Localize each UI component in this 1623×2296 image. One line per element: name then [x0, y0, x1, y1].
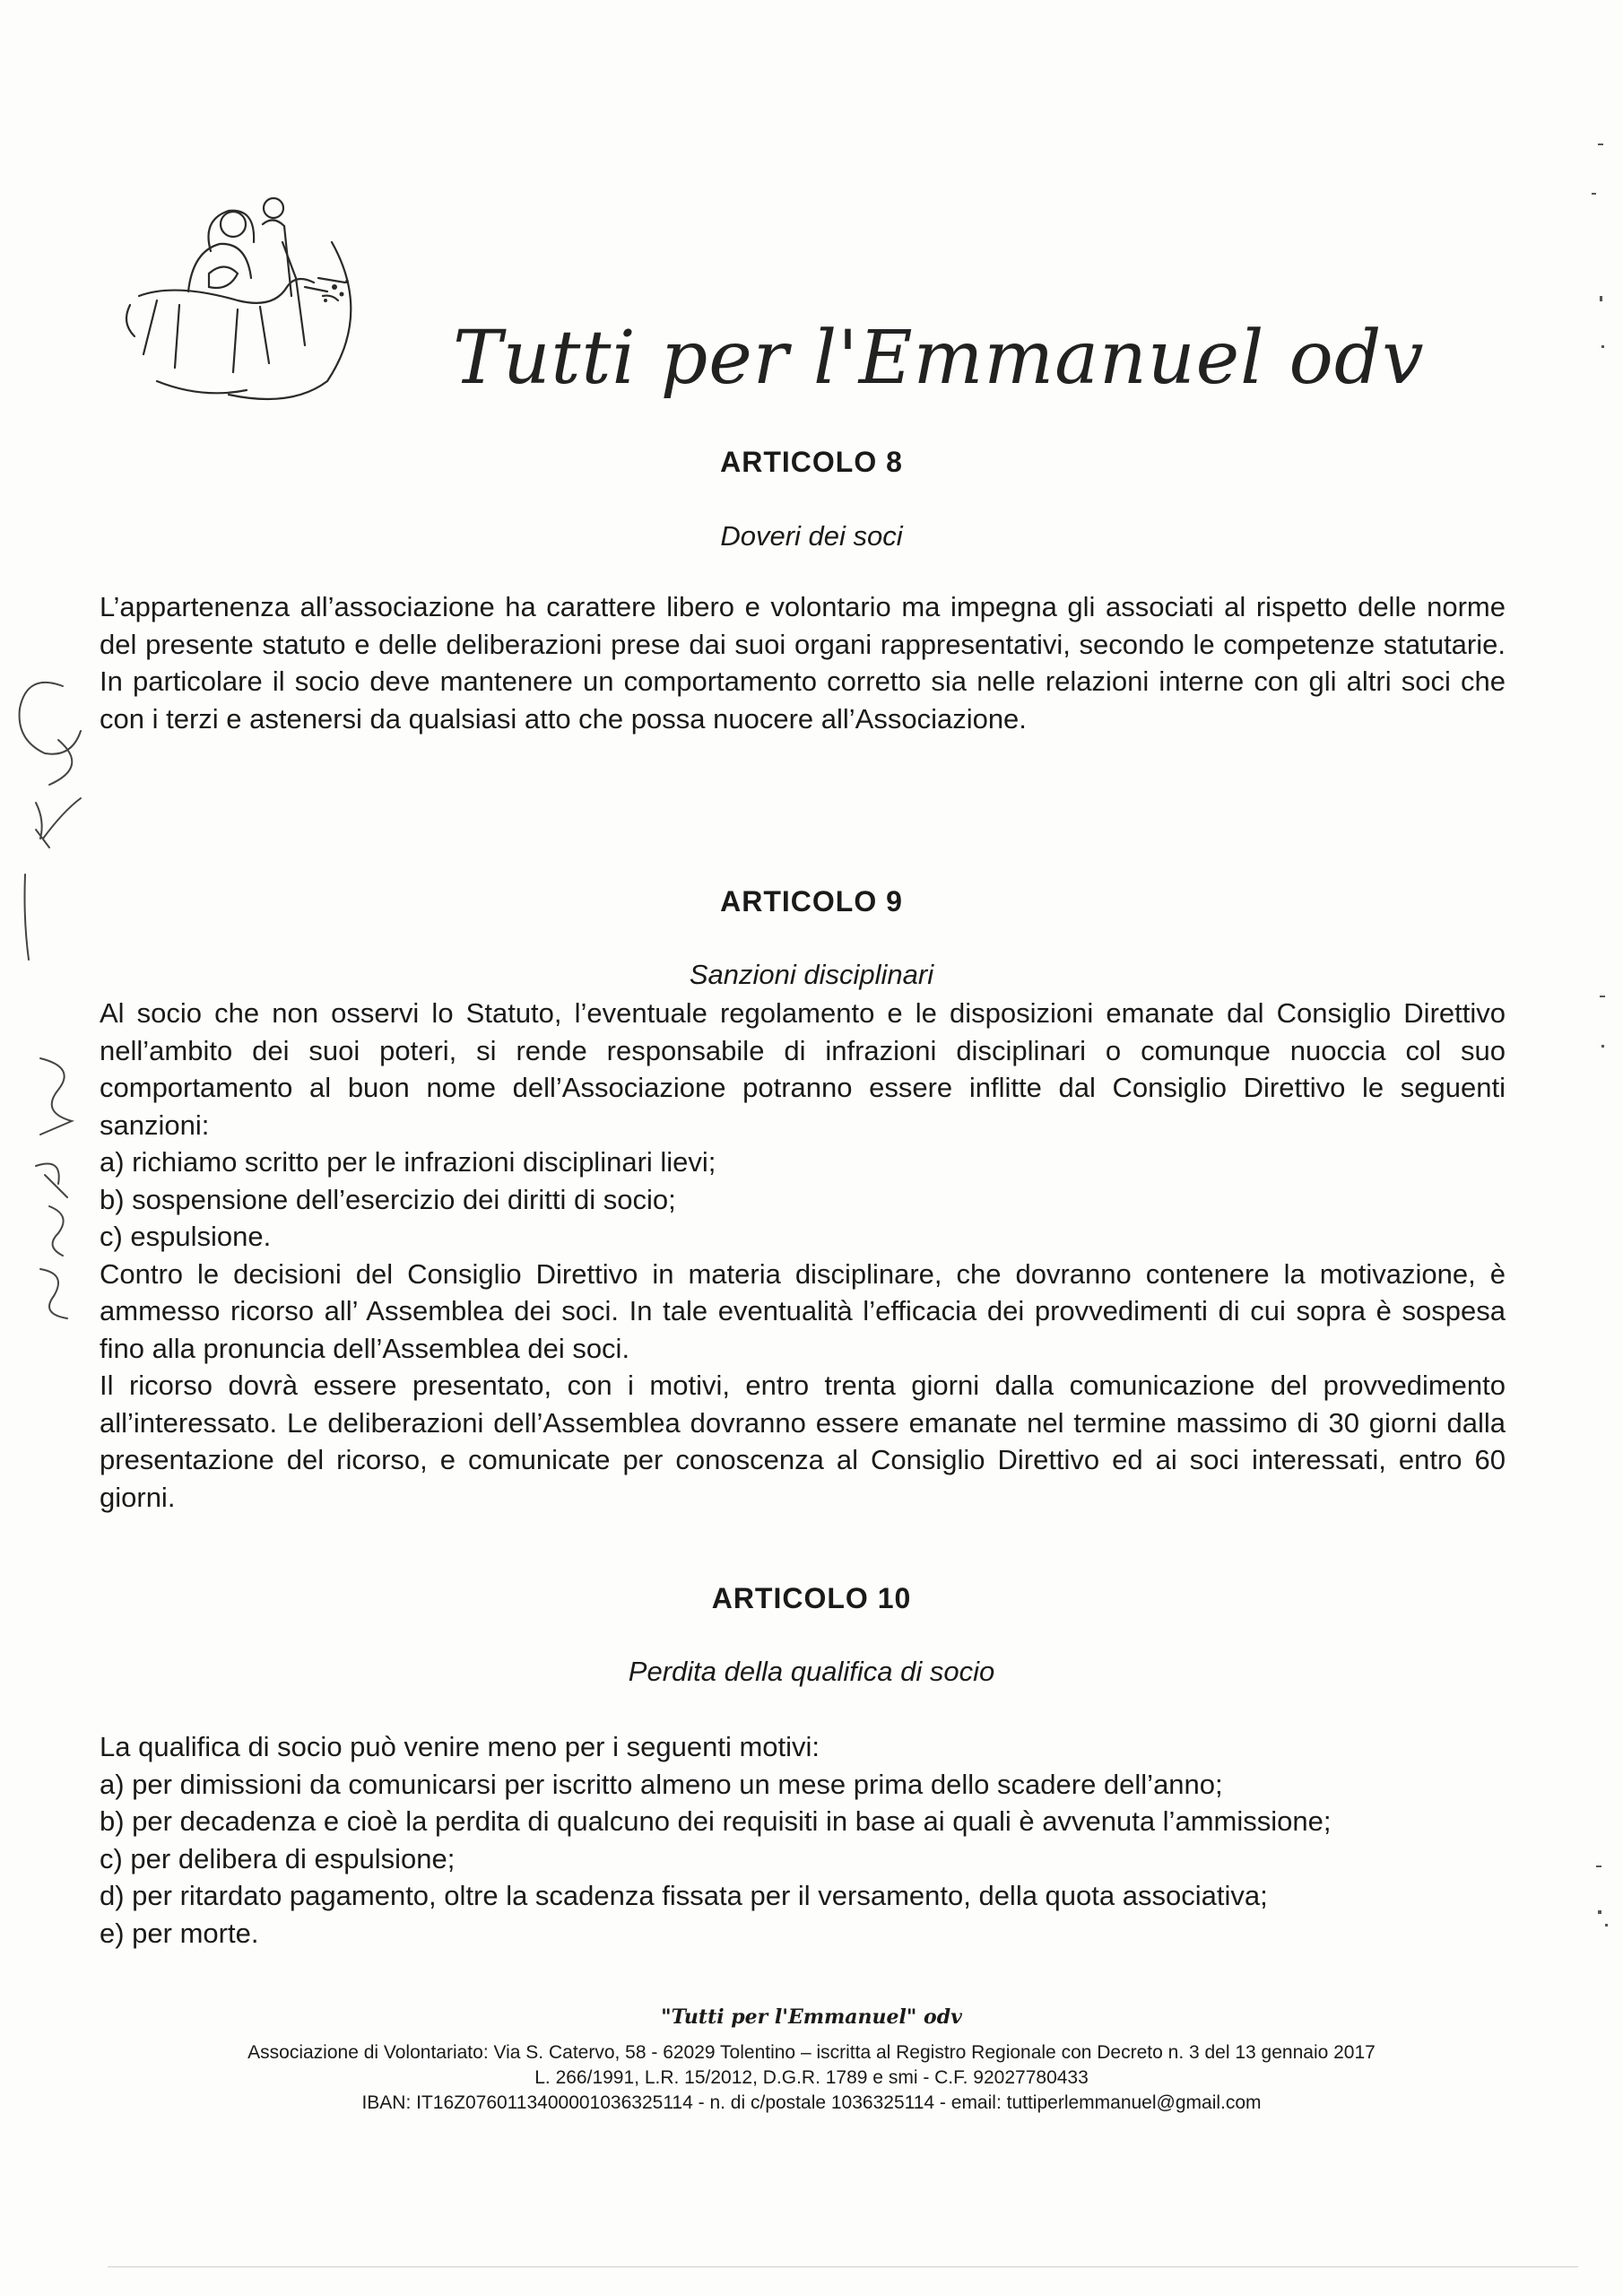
- article-10-subtitle: Perdita della qualifica di socio: [628, 1656, 995, 1687]
- footer-line-2: L. 266/1991, L.R. 15/2012, D.G.R. 1789 e smi - C.F. 92027780433: [534, 2067, 1089, 2088]
- scan-speck: [1598, 1910, 1601, 1914]
- scan-speck: [1600, 296, 1602, 301]
- scan-edge-line: [108, 2266, 1578, 2267]
- scan-speck: [1601, 1045, 1604, 1048]
- scan-speck: [1592, 193, 1596, 195]
- article-9-subtitle: Sanzioni disciplinari: [689, 959, 934, 990]
- list-item: e) per morte.: [100, 1917, 259, 1949]
- handwritten-initials-mark: [9, 668, 99, 964]
- list-item: d) per ritardato pagamento, oltre la scadenza fissata per il versamento, della quota associativa;: [100, 1880, 1268, 1911]
- scan-speck: [1596, 1866, 1601, 1867]
- handwritten-signature-mark: [22, 1049, 94, 1327]
- paragraph: Al socio che non osservi lo Statuto, l’eventuale regolamento e le disposizioni emanate dal Consiglio Direttivo nell’ambito dei suoi poteri, si rende responsabile di infrazioni disciplinari o comunque nuoccia col suo comportamento al buon nome dell’Associazione potranno essere inflitte dal Consiglio Direttivo le seguenti sanzioni:: [100, 997, 1506, 1141]
- scan-speck: [1598, 144, 1603, 145]
- list-item: b) per decadenza e cioè la perdita di qualcuno dei requisiti in base ai quali è avvenuta l’ammissione;: [100, 1805, 1332, 1837]
- footer-line-3: IBAN: IT16Z0760113400001036325114 - n. di c/postale 1036325114 - email: tuttiperlemmanuel@gmail.com: [361, 2092, 1262, 2113]
- scan-speck: [1600, 996, 1605, 997]
- article-8-subtitle: Doveri dei soci: [720, 520, 903, 552]
- scan-speck: [1605, 1924, 1608, 1926]
- paragraph: Contro le decisioni del Consiglio Direttivo in materia disciplinare, che dovranno contenere la motivazione, è ammesso ricorso all’ Assemblea dei soci. In tale eventualità l’efficacia dei provvedimenti di cui sopra è sospesa fino alla pronuncia dell’Assemblea dei soci.: [100, 1257, 1506, 1364]
- article-10-body: [100, 1728, 1506, 1952]
- article-10-title: ARTICOLO 10: [711, 1582, 912, 1614]
- list-item: c) espulsione.: [100, 1221, 272, 1252]
- paragraph: Il ricorso dovrà essere presentato, con i motivi, entro trenta giorni dalla comunicazione del provvedimento all’interessato. Le deliberazioni dell’Assemblea dovranno essere emanate nel termine massimo di 30 giorni dalla presentazione del ricorso, e comunicate per conoscenza al Consiglio Direttivo ed ai soci interessati, entro 60 giorni.: [100, 1370, 1506, 1513]
- paragraph: L’appartenenza all’associazione ha carattere libero e volontario ma impegna gli associati al rispetto delle norme del presente statuto e delle deliberazioni prese dai suoi organi rappresentativi, secondo le competenze statutarie. In particolare il socio deve mantenere un comportamento corretto sia nelle relazioni interne con gli altri soci che con i terzi e astenersi da qualsiasi atto che possa nuocere all’Associazione.: [100, 591, 1506, 735]
- article-8-body: [100, 588, 1506, 737]
- article-8-title: ARTICOLO 8: [720, 446, 903, 478]
- holy-family-logo: [103, 188, 363, 413]
- list-item: c) per delibera di espulsione;: [100, 1842, 456, 1874]
- sanctions-list: [100, 1144, 1506, 1256]
- article-9-title: ARTICOLO 9: [720, 885, 903, 918]
- list-item: a) richiamo scritto per le infrazioni disciplinari lievi;: [100, 1146, 716, 1178]
- list-item: b) sospensione dell’esercizio dei diritti di socio;: [100, 1183, 676, 1215]
- scan-speck: [1601, 345, 1604, 348]
- membership-loss-list: [100, 1766, 1506, 1952]
- footer-line-1: Associazione di Volontariato: Via S. Catervo, 58 - 62029 Tolentino – iscritta al Registro Regionale con Decreto n. 3 del 13 gennaio 2017: [247, 2042, 1376, 2063]
- paragraph: La qualifica di socio può venire meno per i seguenti motivi:: [100, 1731, 820, 1762]
- list-item: a) per dimissioni da comunicarsi per iscritto almeno un mese prima dello scadere dell’anno;: [100, 1768, 1223, 1800]
- article-9-body: [100, 995, 1506, 1516]
- association-brand: Tutti per l'Emmanuel odv: [453, 316, 1425, 401]
- footer-brand: "Tutti per l'Emmanuel" odv: [661, 2005, 962, 2029]
